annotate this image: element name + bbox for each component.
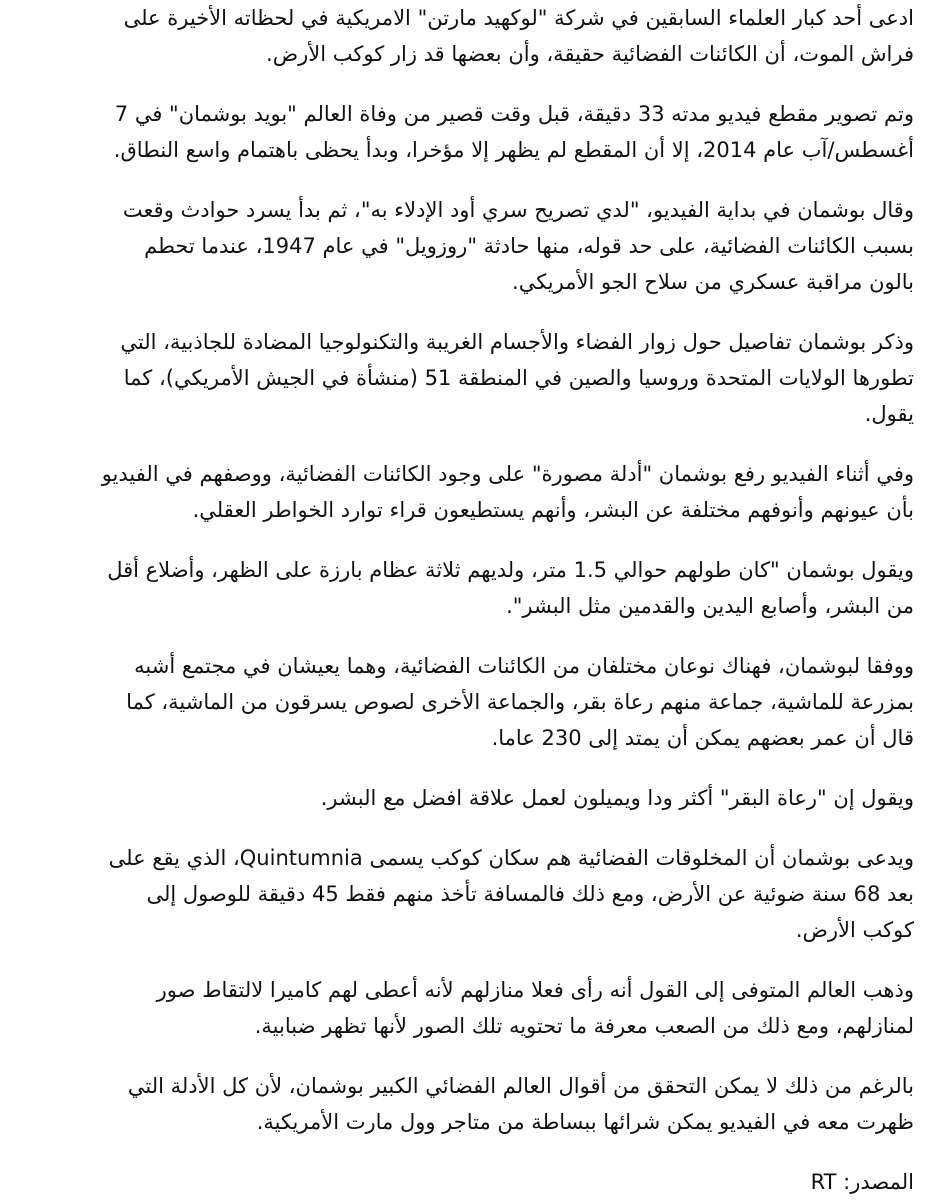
source-line: المصدر: RT <box>810 1170 914 1194</box>
paragraph-5: وفي أثناء الفيديو رفع بوشمان "أدلة مصورة" على وجود الكائنات الفضائية، ووصفهم في الفيديو بأن عيونهم وأنوفهم مختلفة عن البشر، وأنهم يستطيعون قراء توارد الخواطر العقلي. <box>101 462 914 522</box>
paragraph-2: وتم تصوير مقطع فيديو مدته 33 دقيقة، قبل وقت قصير من وفاة العالم "بويد بوشمان" في 7 أغسطس/آب عام 2014، إلا أن المقطع لم يظهر إلا مؤخرا، وبدأ يحظى باهتمام واسع النطاق. <box>113 102 914 162</box>
paragraph-8: ويقول إن "رعاة البقر" أكثر ودا ويميلون لعمل علاقة افضل مع البشر. <box>320 786 914 810</box>
paragraph-11: بالرغم من ذلك لا يمكن التحقق من أقوال العالم الفضائي الكبير بوشمان، لأن كل الأدلة التي ظهرت معه في الفيديو يمكن شرائها ببساطة من متاجر وول مارت الأمريكية. <box>127 1074 914 1134</box>
paragraph-9: ويدعى بوشمان أن المخلوقات الفضائية هم سكان كوكب يسمى Quintumnia، الذي يقع على بعد 68 سنة ضوئية عن الأرض، ومع ذلك فالمسافة تأخذ منهم فقط 45 دقيقة للوصول إلى كوكب الأرض. <box>108 846 914 942</box>
paragraph-6: ويقول بوشمان "كان طولهم حوالي 1.5 متر، ولديهم ثلاثة عظام بارزة على الظهر، وأضلاع أقل من البشر، وأصابع اليدين والقدمين مثل البشر". <box>107 558 914 618</box>
paragraph-gap <box>93 168 914 192</box>
paragraph-gap <box>93 528 914 552</box>
paragraph-gap <box>93 624 914 648</box>
paragraph-10: وذهب العالم المتوفى إلى القول أنه رأى فعلا منازلهم لأنه أعطى لهم كاميرا لالتقاط صور لمنازلهم، ومع ذلك من الصعب معرفة ما تحتويه تلك الصور لأنها تظهر ضبابية. <box>156 978 914 1038</box>
paragraph-gap <box>93 756 914 780</box>
paragraph-gap <box>93 300 914 324</box>
paragraph-gap <box>93 816 914 840</box>
paragraph-gap <box>93 1140 914 1164</box>
paragraph-7: ووفقا لبوشمان، فهناك نوعان مختلفان من الكائنات الفضائية، وهما يعيشان في مجتمع أشبه بمزرعة للماشية، جماعة منهم رعاة بقر، والجماعة الأخرى لصوص يسرقون من الماشية، كما قال أن عمر بعضهم يمكن أن يمتد إلى 230 عاما. <box>126 654 914 750</box>
paragraph-1: ادعى أحد كبار العلماء السابقين في شركة "لوكهيد مارتن" الامريكية في لحظاته الأخيرة على فراش الموت، أن الكائنات الفضائية حقيقة، وأن بعضها قد زار كوكب الأرض. <box>123 6 914 66</box>
paragraph-4: وذكر بوشمان تفاصيل حول زوار الفضاء والأجسام الغريبة والتكنولوجيا المضادة للجاذبية، التي تطورها الولايات المتحدة وروسيا والصين في المنطقة 51 (منشأة في الجيش الأمريكي)، كما يقول. <box>120 330 914 426</box>
paragraph-gap <box>93 72 914 96</box>
paragraph-gap <box>93 1044 914 1068</box>
paragraph-gap <box>93 432 914 456</box>
paragraph-3: وقال بوشمان في بداية الفيديو، "لدي تصريح سري أود الإدلاء به"، ثم بدأ يسرد حوادث وقعت بسبب الكائنات الفضائية، على حد قوله، منها حادثة "روزويل" في عام 1947، عندما تحطم بالون مراقبة عسكري من سلاح الجو الأمريكي. <box>122 198 914 294</box>
paragraph-gap <box>93 948 914 972</box>
